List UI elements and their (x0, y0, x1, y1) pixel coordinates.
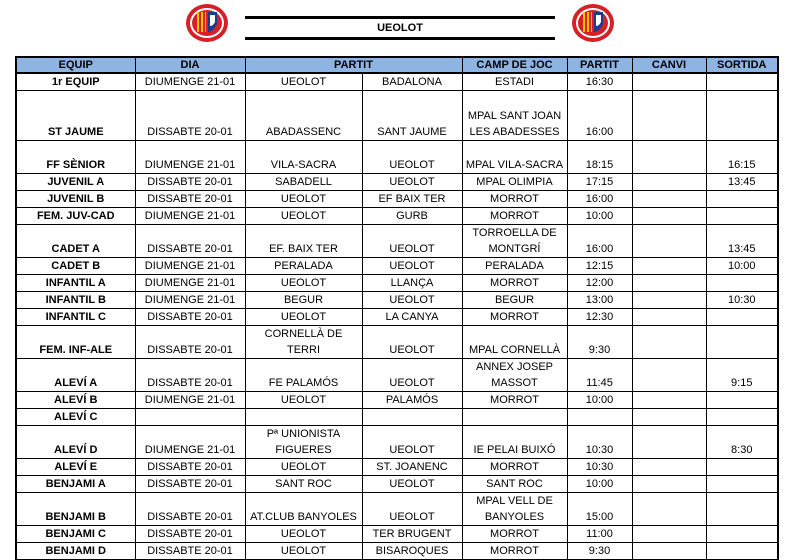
cell-match-time: 15:00 (567, 493, 632, 526)
cell-departure (706, 275, 778, 292)
table-row (16, 526, 778, 543)
cell-change (632, 292, 706, 309)
cell-match-time: 16:00 (567, 225, 632, 258)
table-row (16, 426, 778, 459)
cell-departure (706, 73, 778, 91)
club-crest-right-icon (571, 3, 615, 43)
cell-visitor-team: UEOLOT (362, 292, 462, 309)
cell-field: PERALADA (462, 258, 567, 275)
title-box (245, 16, 555, 40)
cell-match-time: 9:30 (567, 543, 632, 560)
cell-match-time: 16:00 (567, 191, 632, 208)
club-crest-left-icon (185, 3, 229, 43)
cell-equip: BENJAMI C (16, 526, 135, 543)
table-row (16, 225, 778, 258)
cell-dia (135, 409, 245, 426)
cell-change (632, 543, 706, 560)
table-row (16, 174, 778, 191)
cell-match-time: 10:00 (567, 208, 632, 225)
cell-local-team: UEOLOT (245, 275, 362, 292)
cell-departure: 13:45 (706, 225, 778, 258)
cell-departure (706, 409, 778, 426)
cell-change (632, 326, 706, 359)
cell-visitor-team: EF BAIX TER (362, 191, 462, 208)
cell-dia: DISSABTE 20-01 (135, 493, 245, 526)
cell-visitor-team: BADALONA (362, 73, 462, 91)
cell-field (462, 409, 567, 426)
cell-field: ANNEX JOSEP MASSOT (462, 359, 567, 392)
cell-field: MPAL CORNELLÀ (462, 326, 567, 359)
cell-field: MORROT (462, 526, 567, 543)
cell-local-team (245, 409, 362, 426)
cell-departure (706, 493, 778, 526)
col-header-partit: PARTIT (245, 57, 462, 73)
table-row (16, 73, 778, 91)
cell-departure (706, 208, 778, 225)
cell-dia: DISSABTE 20-01 (135, 91, 245, 141)
cell-change (632, 309, 706, 326)
cell-change (632, 392, 706, 409)
cell-visitor-team: TER BRUGENT (362, 526, 462, 543)
cell-visitor-team: UEOLOT (362, 493, 462, 526)
page-title: UEOLOT (377, 22, 423, 34)
cell-visitor-team: PALAMÓS (362, 392, 462, 409)
cell-change (632, 409, 706, 426)
cell-match-time: 10:00 (567, 392, 632, 409)
cell-departure: 8:30 (706, 426, 778, 459)
table-row (16, 409, 778, 426)
cell-visitor-team: UEOLOT (362, 476, 462, 493)
table-row (16, 309, 778, 326)
cell-departure: 16:15 (706, 141, 778, 174)
table-row (16, 141, 778, 174)
cell-field: MPAL VELL DE BANYOLES (462, 493, 567, 526)
table-row (16, 543, 778, 560)
cell-visitor-team: LA CANYA (362, 309, 462, 326)
cell-match-time: 12:30 (567, 309, 632, 326)
cell-departure: 10:00 (706, 258, 778, 275)
cell-visitor-team: BISAROQUES (362, 543, 462, 560)
cell-departure (706, 326, 778, 359)
cell-visitor-team: UEOLOT (362, 426, 462, 459)
cell-dia: DIUMENGE 21-01 (135, 426, 245, 459)
cell-match-time: 11:00 (567, 526, 632, 543)
cell-equip: BENJAMI A (16, 476, 135, 493)
cell-departure (706, 91, 778, 141)
cell-local-team: UEOLOT (245, 73, 362, 91)
cell-local-team: EF. BAIX TER (245, 225, 362, 258)
cell-departure: 13:45 (706, 174, 778, 191)
cell-dia: DISSABTE 20-01 (135, 191, 245, 208)
cell-change (632, 426, 706, 459)
cell-equip: JUVENIL A (16, 174, 135, 191)
cell-visitor-team: UEOLOT (362, 359, 462, 392)
cell-equip: BENJAMI B (16, 493, 135, 526)
cell-dia: DIUMENGE 21-01 (135, 275, 245, 292)
cell-field: SANT ROC (462, 476, 567, 493)
cell-field: MORROT (462, 392, 567, 409)
cell-departure (706, 543, 778, 560)
table-header-row (16, 57, 778, 73)
table-row (16, 476, 778, 493)
cell-equip: ALEVÍ C (16, 409, 135, 426)
cell-field: MORROT (462, 275, 567, 292)
table-row (16, 292, 778, 309)
col-header-hora: PARTIT (567, 57, 632, 73)
table-row (16, 91, 778, 141)
cell-local-team: VILA-SACRA (245, 141, 362, 174)
cell-change (632, 208, 706, 225)
cell-visitor-team (362, 409, 462, 426)
cell-change (632, 459, 706, 476)
schedule-body (16, 73, 778, 560)
cell-local-team: CORNELLÀ DE TERRI (245, 326, 362, 359)
cell-departure (706, 459, 778, 476)
cell-change (632, 258, 706, 275)
cell-match-time (567, 409, 632, 426)
cell-field: MORROT (462, 191, 567, 208)
cell-local-team: UEOLOT (245, 392, 362, 409)
table-row (16, 459, 778, 476)
cell-match-time: 12:15 (567, 258, 632, 275)
cell-local-team: Pª UNIONISTA FIGUERES (245, 426, 362, 459)
cell-match-time: 10:30 (567, 459, 632, 476)
cell-dia: DISSABTE 20-01 (135, 526, 245, 543)
cell-match-time: 12:00 (567, 275, 632, 292)
cell-local-team: ABADASSENC (245, 91, 362, 141)
cell-match-time: 18:15 (567, 141, 632, 174)
cell-field: MPAL VILA-SACRA (462, 141, 567, 174)
cell-equip: FEM. INF-ALE (16, 326, 135, 359)
table-row (16, 191, 778, 208)
col-header-camp: CAMP DE JOC (462, 57, 567, 73)
cell-change (632, 476, 706, 493)
cell-field: BEGUR (462, 292, 567, 309)
cell-departure (706, 309, 778, 326)
cell-field: MPAL OLIMPIA (462, 174, 567, 191)
cell-local-team: UEOLOT (245, 191, 362, 208)
cell-visitor-team: LLANÇA (362, 275, 462, 292)
cell-dia: DISSABTE 20-01 (135, 359, 245, 392)
cell-equip: 1r EQUIP (16, 73, 135, 91)
table-row (16, 493, 778, 526)
cell-match-time: 16:30 (567, 73, 632, 91)
cell-field: IE PELAI BUIXÓ (462, 426, 567, 459)
cell-dia: DIUMENGE 21-01 (135, 73, 245, 91)
cell-local-team: UEOLOT (245, 309, 362, 326)
cell-match-time: 16:00 (567, 91, 632, 141)
cell-visitor-team: GURB (362, 208, 462, 225)
cell-field: MORROT (462, 543, 567, 560)
cell-field: TORROELLA DE MONTGRÍ (462, 225, 567, 258)
table-row (16, 208, 778, 225)
cell-change (632, 174, 706, 191)
cell-dia: DISSABTE 20-01 (135, 543, 245, 560)
cell-dia: DIUMENGE 21-01 (135, 258, 245, 275)
cell-dia: DIUMENGE 21-01 (135, 141, 245, 174)
cell-change (632, 275, 706, 292)
cell-visitor-team: UEOLOT (362, 225, 462, 258)
table-row (16, 258, 778, 275)
cell-local-team: FE PALAMÓS (245, 359, 362, 392)
col-header-equip: EQUIP (16, 57, 135, 73)
cell-equip: FF SÈNIOR (16, 141, 135, 174)
cell-dia: DIUMENGE 21-01 (135, 292, 245, 309)
cell-dia: DISSABTE 20-01 (135, 309, 245, 326)
cell-match-time: 9:30 (567, 326, 632, 359)
cell-change (632, 493, 706, 526)
cell-change (632, 225, 706, 258)
cell-change (632, 359, 706, 392)
cell-local-team: UEOLOT (245, 208, 362, 225)
cell-equip: JUVENIL B (16, 191, 135, 208)
cell-dia: DISSABTE 20-01 (135, 476, 245, 493)
cell-equip: CADET B (16, 258, 135, 275)
cell-departure: 9:15 (706, 359, 778, 392)
cell-departure: 10:30 (706, 292, 778, 309)
cell-field: MORROT (462, 459, 567, 476)
cell-equip: ALEVÍ A (16, 359, 135, 392)
cell-change (632, 141, 706, 174)
table-row (16, 392, 778, 409)
cell-visitor-team: UEOLOT (362, 326, 462, 359)
cell-dia: DIUMENGE 21-01 (135, 208, 245, 225)
cell-change (632, 91, 706, 141)
table-row (16, 275, 778, 292)
cell-equip: CADET A (16, 225, 135, 258)
cell-match-time: 11:45 (567, 359, 632, 392)
cell-dia: DIUMENGE 21-01 (135, 392, 245, 409)
cell-departure (706, 526, 778, 543)
col-header-sortida: SORTIDA (706, 57, 778, 73)
cell-local-team: SABADELL (245, 174, 362, 191)
cell-departure (706, 191, 778, 208)
cell-change (632, 191, 706, 208)
cell-local-team: UEOLOT (245, 526, 362, 543)
cell-equip: BENJAMI D (16, 543, 135, 560)
cell-local-team: SANT ROC (245, 476, 362, 493)
cell-match-time: 10:30 (567, 426, 632, 459)
cell-change (632, 73, 706, 91)
cell-visitor-team: ST. JOANENC (362, 459, 462, 476)
cell-dia: DISSABTE 20-01 (135, 459, 245, 476)
cell-equip: FEM. JUV-CAD (16, 208, 135, 225)
table-row (16, 359, 778, 392)
schedule-table (15, 56, 779, 560)
cell-field: ESTADI (462, 73, 567, 91)
cell-departure (706, 392, 778, 409)
cell-local-team: PERALADA (245, 258, 362, 275)
cell-visitor-team: UEOLOT (362, 174, 462, 191)
cell-dia: DISSABTE 20-01 (135, 174, 245, 191)
cell-field: MORROT (462, 208, 567, 225)
cell-equip: INFANTIL C (16, 309, 135, 326)
cell-local-team: UEOLOT (245, 543, 362, 560)
cell-field: MORROT (462, 309, 567, 326)
cell-match-time: 17:15 (567, 174, 632, 191)
cell-dia: DISSABTE 20-01 (135, 225, 245, 258)
cell-equip: INFANTIL A (16, 275, 135, 292)
cell-departure (706, 476, 778, 493)
cell-equip: ST JAUME (16, 91, 135, 141)
cell-equip: ALEVÍ B (16, 392, 135, 409)
table-row (16, 326, 778, 359)
cell-visitor-team: UEOLOT (362, 141, 462, 174)
cell-local-team: AT.CLUB BANYOLES (245, 493, 362, 526)
col-header-dia: DIA (135, 57, 245, 73)
cell-equip: ALEVÍ E (16, 459, 135, 476)
col-header-canvi: CANVI (632, 57, 706, 73)
cell-equip: ALEVÍ D (16, 426, 135, 459)
cell-dia: DISSABTE 20-01 (135, 326, 245, 359)
cell-local-team: BEGUR (245, 292, 362, 309)
cell-match-time: 10:00 (567, 476, 632, 493)
cell-match-time: 13:00 (567, 292, 632, 309)
cell-equip: INFANTIL B (16, 292, 135, 309)
cell-field: MPAL SANT JOAN LES ABADESSES (462, 91, 567, 141)
cell-visitor-team: SANT JAUME (362, 91, 462, 141)
cell-local-team: UEOLOT (245, 459, 362, 476)
cell-change (632, 526, 706, 543)
cell-visitor-team: UEOLOT (362, 258, 462, 275)
